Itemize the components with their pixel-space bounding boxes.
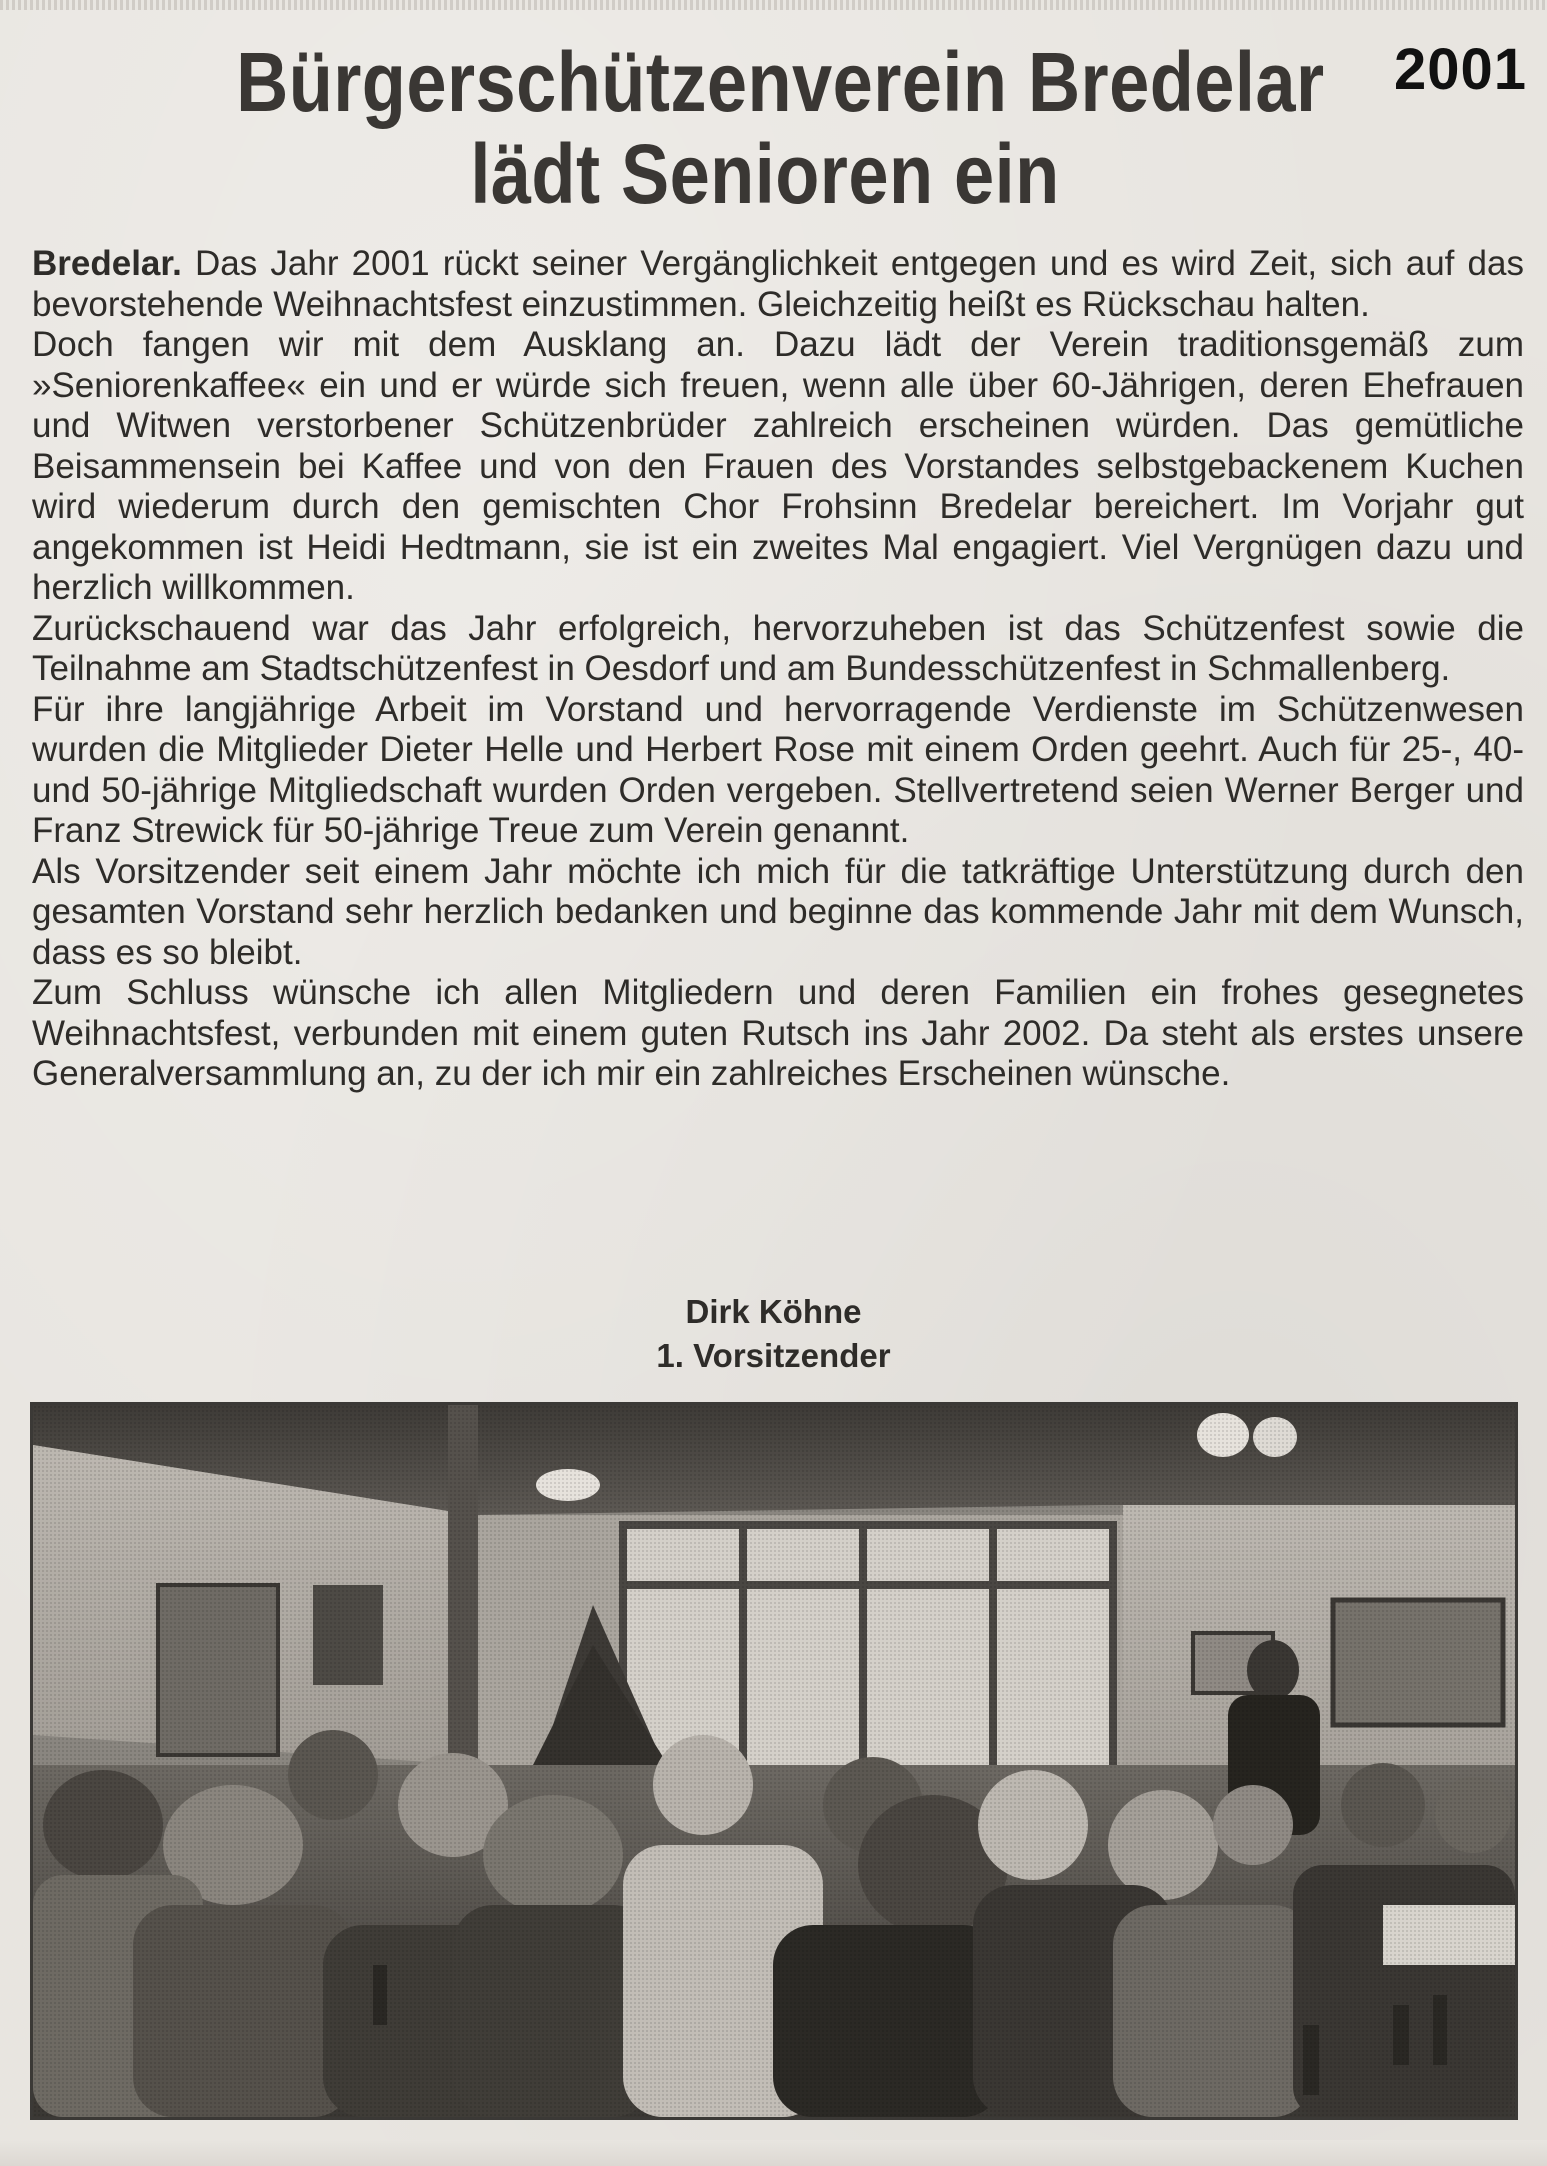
year-label: 2001 xyxy=(1393,37,1527,102)
photo-scene-icon xyxy=(33,1405,1515,2117)
bottom-edge xyxy=(0,2140,1547,2166)
article-paragraph-1 xyxy=(32,244,1524,325)
top-divider xyxy=(0,0,1547,10)
article-paragraph-1-text: Das Jahr 2001 rückt seiner Vergänglichkeit entgegen und es wird Zeit, sich auf das bevorstehende Weihnachtsfest einzustimmen. Gleichzeitig heißt es Rückschau halten. xyxy=(32,244,1524,324)
signature-name: Dirk Köhne xyxy=(685,1293,862,1330)
signature-role: 1. Vorsitzender xyxy=(656,1337,891,1374)
article-paragraph-2: Doch fangen wir mit dem Ausklang an. Dazu lädt der Verein traditionsgemäß zum »Seniorenkaffee« ein und er würde sich freuen, wenn alle über 60-Jährigen, deren Ehefrauen und Witwen verstorbener Schützenbrüder zahlreich erscheinen würden. Das gemütliche Beisammensein bei Kaffee und von den Frauen des Vorstandes selbstgebackenem Kuchen wird wiederum durch den gemischten Chor Frohsinn Bredelar bereichert. Im Vorjahr gut angekommen ist Heidi Hedtmann, sie ist ein zweites Mal engagiert. Viel Vergnügen dazu und herzlich willkommen. xyxy=(32,325,1524,607)
article-paragraph-5: Als Vorsitzender seit einem Jahr möchte ich mich für die tatkräftige Unterstützung durch den gesamten Vorstand sehr herzlich bedanken und beginne das kommende Jahr mit dem Wunsch, dass es so bleibt. xyxy=(32,851,1524,972)
article-paragraph-4: Für ihre langjährige Arbeit im Vorstand und hervorragende Verdienste im Schützenwesen wurden die Mitglieder Dieter Helle und Herbert Rose mit einem Orden geehrt. Auch für 25-, 40- und 50-jährige Mitgliedschaft wurden Orden vergeben. Stellvertretend seien Werner Berger und Franz Strewick für 50-jährige Treue zum Verein genannt. xyxy=(32,689,1524,850)
headline-line-2: lädt Senioren ein xyxy=(470,127,1060,221)
headline-line-1: Bürgerschützenverein Bredelar xyxy=(236,35,1325,129)
article-paragraph-6: Zum Schluss wünsche ich allen Mitgliedern und deren Familien ein frohes gesegnetes Weihnachtsfest, verbunden mit einem guten Rutsch ins Jahr 2002. Da steht als erstes unsere Generalversammlung an, zu der ich mir ein zahlreiches Erscheinen wünsche. xyxy=(32,973,1524,1093)
article-dateline: Bredelar. xyxy=(32,244,182,283)
article-paragraph-3: Zurückschauend war das Jahr erfolgreich, hervorzuheben ist das Schützenfest sowie die Teilnahme am Stadtschützenfest in Oesdorf und am Bundesschützenfest in Schmallenberg. xyxy=(32,608,1524,688)
article-body xyxy=(32,244,1524,1095)
article-headline xyxy=(236,35,1325,221)
photo-icon xyxy=(30,1402,1518,2120)
signature-block xyxy=(0,1290,1547,1378)
